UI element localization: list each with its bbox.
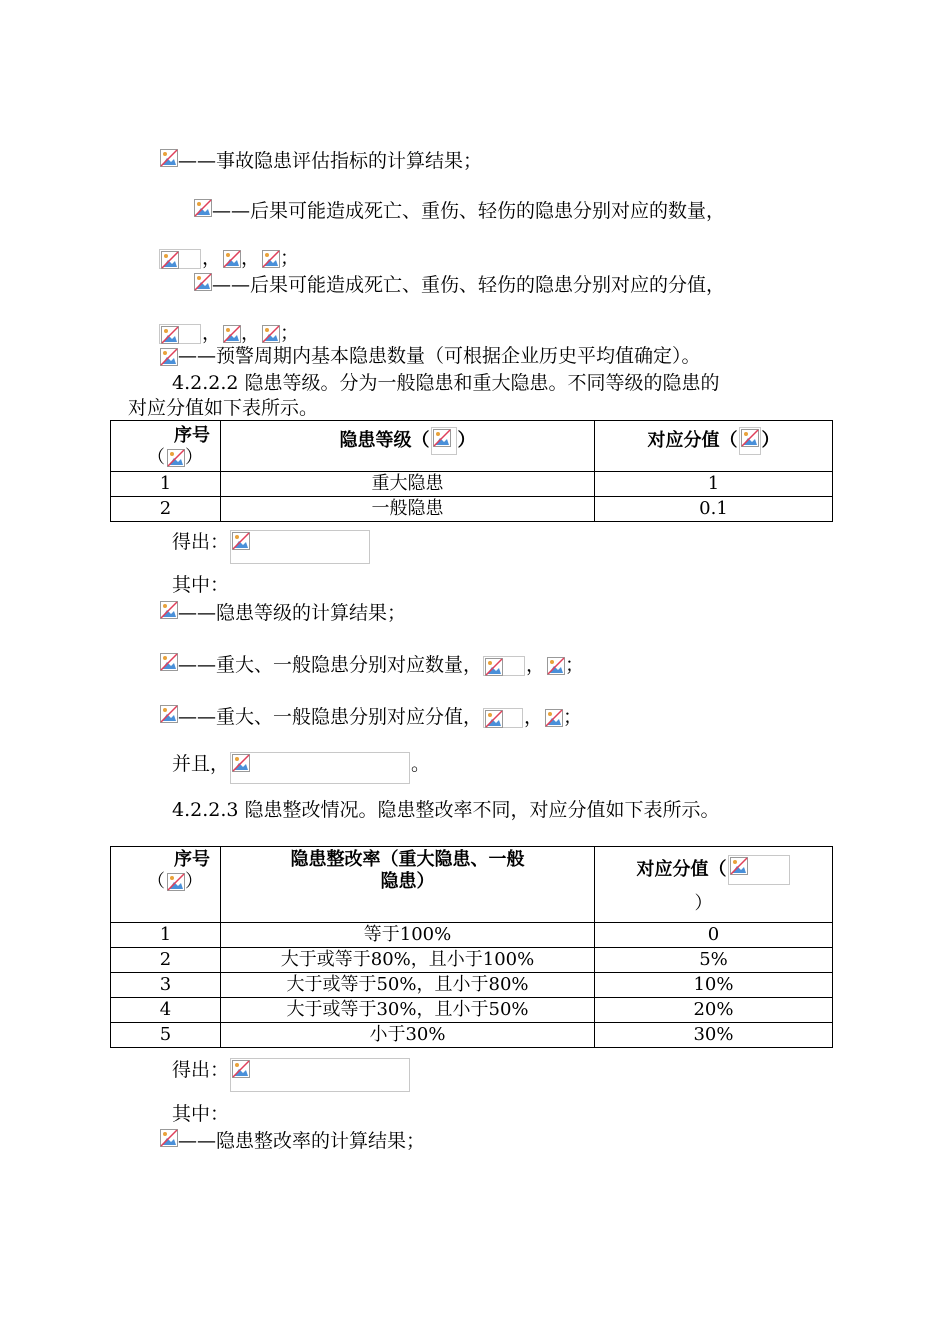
table-header-row	[111, 421, 833, 472]
formula-image-icon	[230, 1058, 410, 1092]
formula-image-icon	[159, 652, 177, 680]
table-row: 1 等于100% 0	[111, 923, 833, 948]
where-label-2: 其中：	[172, 1103, 230, 1125]
formula-image-icon	[166, 872, 184, 892]
para-score-by-consequence: ——后果可能造成死亡、重伤、轻伤的隐患分别对应的分值，	[192, 272, 725, 300]
col-header-score: 对应分值（ ）	[595, 421, 833, 472]
formula-image-icon	[159, 148, 177, 176]
where-label-1: 其中：	[172, 574, 230, 596]
def-level-count: ——重大、一般隐患分别对应数量， ， ；	[158, 652, 584, 680]
and-line-1: 并且， 。	[172, 752, 430, 784]
formula-image-icon	[193, 272, 211, 300]
formula-image-icon	[261, 249, 279, 269]
formula-image-icon	[431, 427, 457, 455]
formula-image-icon	[483, 708, 523, 728]
para-baseline-count: ——预警周期内基本隐患数量（可根据企业历史平均值确定）。	[158, 344, 701, 368]
formula-image-icon	[159, 347, 177, 367]
formula-image-icon	[546, 656, 564, 676]
col-header-score: 对应分值（ ）	[595, 847, 833, 923]
def-level-result: ——隐患等级的计算结果；	[158, 600, 406, 628]
table-row: 2 一般隐患 0.1	[111, 497, 833, 522]
table-row: 5 小于30% 30%	[111, 1023, 833, 1048]
def-level-score: ——重大、一般隐患分别对应分值， ， ；	[158, 704, 582, 732]
def-rate-result: ——隐患整改率的计算结果；	[158, 1128, 425, 1156]
formula-image-icon	[728, 855, 790, 885]
section-4-2-2-2-line1: 4.2.2.2 隐患等级。分为一般隐患和重大隐患。不同等级的隐患的	[172, 372, 720, 394]
formula-image-icon	[159, 704, 177, 732]
section-4-2-2-2-line2: 对应分值如下表所示。	[128, 397, 319, 419]
formula-image-icon	[166, 448, 184, 468]
formula-image-icon	[222, 249, 240, 269]
col-header-no: 序号 （ ）	[111, 421, 221, 472]
formula-image-icon	[544, 708, 562, 728]
table-row: 1 重大隐患 1	[111, 472, 833, 497]
col-header-rate: 隐患整改率（重大隐患、一般 隐患）	[221, 847, 595, 923]
hazard-level-table	[110, 420, 833, 522]
formula-image-icon	[483, 656, 525, 676]
formula-image-icon	[159, 600, 177, 628]
formula-image-icon	[222, 324, 240, 344]
para-count-symbols: ， ， ；	[158, 246, 299, 270]
table-row: 2 大于或等于80%，且小于100% 5%	[111, 948, 833, 973]
formula-image-icon	[159, 249, 201, 269]
formula-image-icon	[261, 324, 279, 344]
formula-image-icon	[159, 1128, 177, 1156]
result-line-1: 得出：	[172, 530, 371, 564]
formula-image-icon	[159, 324, 201, 344]
table-row: 3 大于或等于50%，且小于80% 10%	[111, 973, 833, 998]
section-4-2-2-3: 4.2.2.3 隐患整改情况。隐患整改率不同，对应分值如下表所示。	[172, 799, 720, 821]
table-row: 4 大于或等于30%，且小于50% 20%	[111, 998, 833, 1023]
para-count-by-consequence: ——后果可能造成死亡、重伤、轻伤的隐患分别对应的数量，	[192, 198, 725, 226]
result-line-2: 得出：	[172, 1058, 411, 1092]
col-header-no: 序号 （ ）	[111, 847, 221, 923]
col-header-level: 隐患等级（ ）	[221, 421, 595, 472]
rectification-rate-table	[110, 846, 833, 1048]
formula-image-icon	[230, 752, 410, 784]
formula-image-icon	[230, 530, 370, 564]
para-evaluation-result: ——事故隐患评估指标的计算结果；	[158, 148, 482, 176]
formula-image-icon	[193, 198, 211, 226]
table-header-row	[111, 847, 833, 923]
para-score-symbols: ， ， ；	[158, 321, 299, 345]
formula-image-icon	[739, 427, 761, 455]
